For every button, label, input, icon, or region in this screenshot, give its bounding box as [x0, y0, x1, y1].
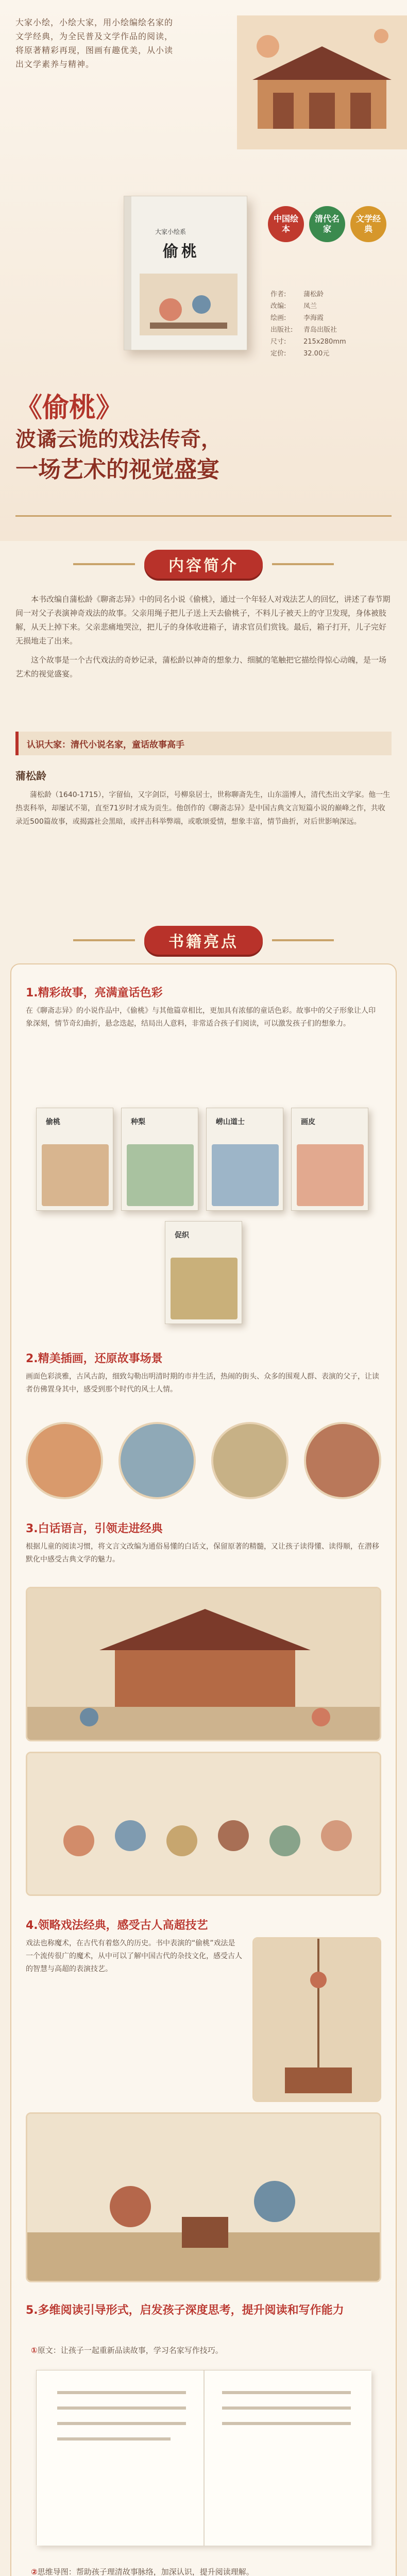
highlight-title-5: 5.多维阅读引导形式，启发孩子深度思考，提升阅读和写作能力 [26, 2304, 344, 2317]
highlight-text-3: 根据儿童的阅读习惯，将文言文改编为通俗易懂的白话文，保留原著的精髓，又让孩子读得懂、读得顺，在潜移默化中感受古典文学的魅力。 [26, 1543, 379, 1564]
palace-scene-svg [27, 1588, 381, 1741]
highlight-title-1: 1.精彩故事，亮满童话色彩 [26, 987, 163, 999]
info-key: 改编: [270, 302, 286, 310]
original-text-spread [36, 2370, 371, 2545]
info-value: 蒲松龄 [303, 291, 324, 298]
info-value: 青岛出版社 [303, 326, 337, 334]
info-key: 尺寸: [270, 338, 286, 346]
scene-illustration-crowd [26, 1752, 381, 1896]
hero-title-line2: 波谲云诡的戏法传奇， [15, 427, 222, 451]
series-book-title: 促织 [175, 1231, 189, 1240]
scene-circle [211, 1422, 289, 1499]
sub-item-marker: ② [31, 2567, 38, 2576]
header-deco-left [73, 563, 135, 565]
book-series: 大家小绘系 [155, 228, 186, 235]
highlight-title-4: 4.领略戏法经典，感受古人高超技艺 [26, 1919, 208, 1932]
series-book [291, 1108, 368, 1211]
info-row [270, 336, 384, 348]
hero-title-line3: 一场艺术的视觉盛宴 [15, 456, 219, 483]
content-paragraph: 本书改编自蒲松龄《聊斋志异》中的同名小说《偷桃》，通过一个年轻人对戏法艺人的回忆，讲述了春节期间一对父子表演神奇戏法的故事。父亲用绳子把儿子送上天去偷桃子，不料儿子被天上的守卫发现，身体被肢解，从天上掉下来。父亲悲痛地哭泣，把儿子的身体收进箱子，请求官员们赏钱。最后，箱子打开，儿子完好无损地走了出来。 [15, 595, 391, 646]
info-row [270, 289, 384, 300]
text-page-svg [37, 2370, 371, 2546]
info-value: 32.00元 [303, 350, 330, 358]
info-key: 绘画: [270, 314, 286, 322]
highlight-text-1: 在《聊斋志异》的小说作品中，《偷桃》与其他篇章相比，更加具有浓郁的童话色彩。故事中的父子形象让人印象深刻，情节奇幻曲折，悬念迭起，结局出人意料，非常适合孩子们阅读，可以激发孩子们的想象力。 [26, 1007, 376, 1028]
header-deco-right [272, 563, 334, 565]
badge-1: 中国绘本 [268, 206, 304, 242]
scene-circle [26, 1422, 103, 1499]
sub-item-1 [31, 2344, 223, 2357]
sub-item-text: 思维导图：帮助孩子理清故事脉络，加深认识，提升阅读理解。 [37, 2567, 254, 2576]
scene-circle [118, 1422, 196, 1499]
info-key: 定价: [270, 350, 286, 358]
series-book-title: 崂山道士 [216, 1118, 245, 1126]
series-book-title: 偷桃 [46, 1118, 60, 1126]
header-deco-right [272, 939, 334, 941]
series-book [165, 1221, 242, 1324]
content-paragraph: 这个故事是一个古代戏法的奇妙记录，蒲松龄以神奇的想象力、细腻的笔触把它描绘得惊心动魄，是一场艺术的视觉盛宴。 [15, 655, 387, 679]
badge-3: 文学经典 [350, 206, 386, 242]
highlights-section-header [0, 922, 407, 958]
series-book-title: 种梨 [131, 1118, 145, 1126]
book-spine [124, 196, 131, 350]
hero-illustration [237, 15, 407, 149]
crowd-scene-svg [27, 1753, 381, 1896]
highlight-text-4: 戏法也称魔术，在古代有着悠久的历史。书中表演的“偷桃”戏法是一个流传很广的魔术，从中可以了解中国古代的杂技文化，感受古人的智慧与高超的表演技艺。 [26, 1939, 242, 1973]
info-value: 215x280mm [303, 338, 346, 346]
info-row [270, 348, 384, 360]
book-cover [124, 196, 247, 350]
book-title: 偷桃 [163, 243, 200, 261]
series-book-title: 画皮 [301, 1118, 315, 1126]
badge-2: 清代名家 [309, 206, 345, 242]
series-book [121, 1108, 198, 1211]
info-value: 李海霞 [303, 314, 324, 322]
series-book-art [171, 1258, 238, 1319]
info-key: 作者: [270, 291, 286, 298]
hero-title [15, 392, 392, 485]
scene-circle [304, 1422, 381, 1499]
series-book [206, 1108, 283, 1211]
sub-item-text: 原文：让孩子一起重新品读故事，学习名家写作技巧。 [37, 2346, 223, 2355]
author-bio: 蒲松龄（1640-1715），字留仙，又字剑臣，号柳泉居士，世称聊斋先生，山东淄博人，清代杰出文学家。他一生热衷科举，却屡试不第，直至71岁时才成为贡生。他创作的《聊斋志异》是中国古典文言短篇小说的巅峰之作，共收录近500篇故事，或揭露社会黑暗，或抨击科举弊端，或歌颂爱情，想象丰富，情节曲折，对后世影响深远。 [15, 791, 391, 826]
sub-item-2 [31, 2566, 254, 2576]
magic-trick-illustration [252, 1937, 381, 2102]
highlight-title-3: 3.白话语言，引领走进经典 [26, 1522, 163, 1535]
content-intro [15, 592, 392, 686]
highlights-section-title: 书籍亮点 [144, 926, 263, 955]
series-book-art [297, 1144, 364, 1206]
rope-trick-svg [254, 1939, 381, 2102]
hero-intro-text: 大家小绘，小绘大家，用小绘编绘名家的文学经典，为全民普及文学作品的阅读，将原著精彩再现，图画有趣优美，从小读出文学素养与精神。 [15, 18, 174, 69]
content-section-header [0, 546, 407, 582]
highlight-title-2: 2.精美插画，还原故事场景 [26, 1352, 163, 1365]
badge-group [268, 206, 386, 268]
cover-illustration [140, 274, 238, 335]
book-info [270, 289, 384, 360]
author-name: 蒲松龄 [15, 770, 46, 782]
info-row [270, 324, 384, 336]
info-row [270, 300, 384, 312]
performance-scene-svg [27, 2114, 381, 2282]
hero-divider [15, 515, 392, 517]
scene-circles [26, 1422, 381, 1499]
info-row [270, 312, 384, 324]
highlight-text-2: 画面色彩淡雅，古风古韵，细致勾勒出明清时期的市井生活，热闹的街头、众多的围观人群、表演的父子，让读者仿佛置身其中，感受到那个时代的风土人情。 [26, 1372, 379, 1394]
hero-section [0, 0, 407, 541]
header-deco-left [73, 939, 135, 941]
series-book-art [127, 1144, 194, 1206]
book-series-showcase [36, 1108, 371, 1329]
sub-item-marker: ① [31, 2346, 38, 2355]
hero-title-line1: 《偷桃》 [15, 392, 123, 423]
know-author-bar: 认识大家：清代小说名家，童话故事高手 [15, 732, 392, 755]
series-book-art [42, 1144, 109, 1206]
content-section-title: 内容简介 [144, 550, 263, 579]
scene-illustration-large [26, 1587, 381, 1741]
info-key: 出版社: [270, 326, 293, 334]
performance-illustration [26, 2112, 381, 2282]
series-book-art [212, 1144, 279, 1206]
info-value: 凤兰 [303, 302, 317, 310]
series-book [36, 1108, 113, 1211]
